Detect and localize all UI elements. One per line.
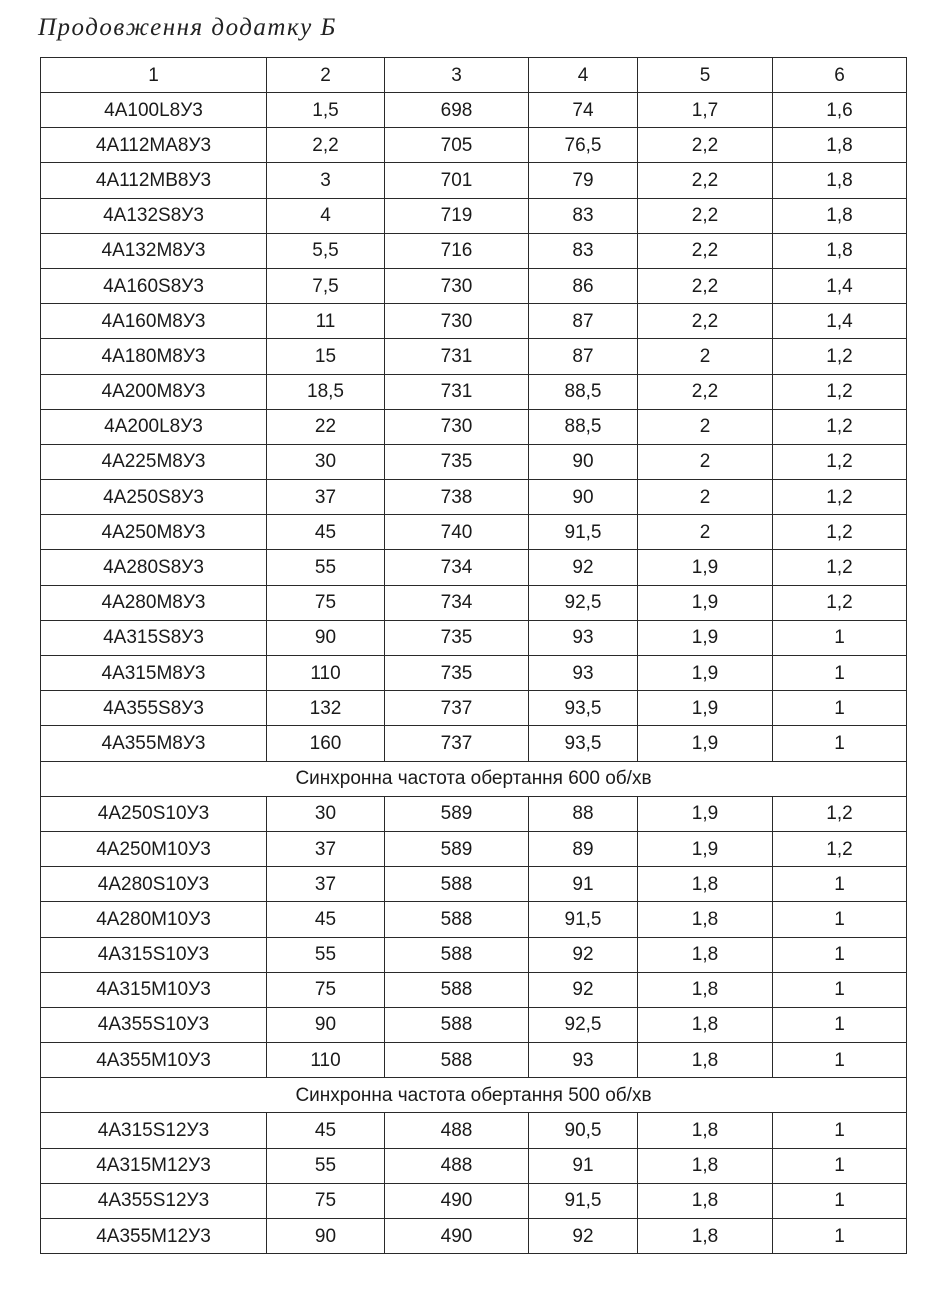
table-cell: 1,9 xyxy=(638,620,773,655)
motor-type-cell: 4A280S8У3 xyxy=(41,550,267,585)
table-cell: 83 xyxy=(529,233,638,268)
table-cell: 730 xyxy=(385,268,529,303)
header-row xyxy=(41,58,907,93)
table-cell: 1,8 xyxy=(638,937,773,972)
table-cell: 731 xyxy=(385,374,529,409)
table-row xyxy=(41,972,907,1007)
table-cell: 588 xyxy=(385,902,529,937)
motor-type-cell: 4A315S12У3 xyxy=(41,1113,267,1148)
table-cell: 90 xyxy=(267,1219,385,1254)
table-cell: 2,2 xyxy=(638,163,773,198)
motor-type-cell: 4A160M8У3 xyxy=(41,304,267,339)
motor-type-cell: 4A280M10У3 xyxy=(41,902,267,937)
table-cell: 1,2 xyxy=(773,409,907,444)
table-cell: 488 xyxy=(385,1113,529,1148)
table-cell: 588 xyxy=(385,937,529,972)
table-cell: 1,2 xyxy=(773,550,907,585)
table-cell: 37 xyxy=(267,480,385,515)
table-cell: 92,5 xyxy=(529,585,638,620)
table-cell: 1,2 xyxy=(773,515,907,550)
table-cell: 1,9 xyxy=(638,831,773,866)
table-cell: 87 xyxy=(529,339,638,374)
table-cell: 45 xyxy=(267,1113,385,1148)
motor-type-cell: 4A315S10У3 xyxy=(41,937,267,972)
table-row xyxy=(41,585,907,620)
table-cell: 90 xyxy=(267,1007,385,1042)
table-cell: 55 xyxy=(267,937,385,972)
motor-type-cell: 4A250M10У3 xyxy=(41,831,267,866)
table-cell: 2 xyxy=(638,444,773,479)
table-row xyxy=(41,691,907,726)
column-header: 5 xyxy=(638,58,773,93)
table-cell: 30 xyxy=(267,796,385,831)
table-cell: 2 xyxy=(638,339,773,374)
table-cell: 1,8 xyxy=(638,1113,773,1148)
table-cell: 719 xyxy=(385,198,529,233)
table-row xyxy=(41,1148,907,1183)
page-caption: Продовження додатку Б xyxy=(38,14,337,41)
table-cell: 734 xyxy=(385,585,529,620)
table-cell: 588 xyxy=(385,972,529,1007)
table-row xyxy=(41,304,907,339)
table-cell: 45 xyxy=(267,902,385,937)
table-cell: 1 xyxy=(773,726,907,761)
table-cell: 1,2 xyxy=(773,374,907,409)
motor-type-cell: 4A250S8У3 xyxy=(41,480,267,515)
table-cell: 2,2 xyxy=(638,198,773,233)
section-heading-row xyxy=(41,1078,907,1113)
table-cell: 91,5 xyxy=(529,515,638,550)
motor-type-cell: 4A250S10У3 xyxy=(41,796,267,831)
table-cell: 1,7 xyxy=(638,93,773,128)
table-cell: 1 xyxy=(773,1219,907,1254)
table-cell: 2,2 xyxy=(638,233,773,268)
table-row xyxy=(41,1043,907,1078)
table-cell: 55 xyxy=(267,550,385,585)
motor-type-cell: 4A315S8У3 xyxy=(41,620,267,655)
table-cell: 83 xyxy=(529,198,638,233)
table-cell: 110 xyxy=(267,1043,385,1078)
table-cell: 1,2 xyxy=(773,831,907,866)
table-cell: 92 xyxy=(529,937,638,972)
table-row xyxy=(41,198,907,233)
motor-type-cell: 4A132M8У3 xyxy=(41,233,267,268)
table-cell: 2,2 xyxy=(638,374,773,409)
table-cell: 588 xyxy=(385,1007,529,1042)
table-cell: 1,9 xyxy=(638,656,773,691)
table-row xyxy=(41,726,907,761)
table-cell: 93 xyxy=(529,656,638,691)
table-cell: 1,2 xyxy=(773,444,907,479)
table-cell: 1 xyxy=(773,937,907,972)
table-cell: 91,5 xyxy=(529,1183,638,1218)
table-cell: 74 xyxy=(529,93,638,128)
motor-spec-table xyxy=(40,57,907,1254)
table-cell: 15 xyxy=(267,339,385,374)
table-cell: 734 xyxy=(385,550,529,585)
table-cell: 588 xyxy=(385,1043,529,1078)
motor-type-cell: 4A280S10У3 xyxy=(41,867,267,902)
table-cell: 1 xyxy=(773,1043,907,1078)
table-cell: 88,5 xyxy=(529,374,638,409)
table-row xyxy=(41,339,907,374)
table-cell: 18,5 xyxy=(267,374,385,409)
table-cell: 110 xyxy=(267,656,385,691)
table-cell: 7,5 xyxy=(267,268,385,303)
column-header: 2 xyxy=(267,58,385,93)
table-cell: 1,6 xyxy=(773,93,907,128)
table-cell: 698 xyxy=(385,93,529,128)
table-row xyxy=(41,233,907,268)
motor-type-cell: 4A112MA8У3 xyxy=(41,128,267,163)
section-heading: Синхронна частота обертання 500 об/хв xyxy=(41,1078,907,1113)
table-cell: 589 xyxy=(385,831,529,866)
table-cell: 705 xyxy=(385,128,529,163)
table-cell: 735 xyxy=(385,444,529,479)
table-cell: 90 xyxy=(529,480,638,515)
table-cell: 11 xyxy=(267,304,385,339)
table-cell: 1,2 xyxy=(773,585,907,620)
table-cell: 2,2 xyxy=(638,128,773,163)
table-cell: 737 xyxy=(385,691,529,726)
motor-type-cell: 4A315M12У3 xyxy=(41,1148,267,1183)
table-cell: 90 xyxy=(529,444,638,479)
table-cell: 1 xyxy=(773,972,907,1007)
table-cell: 1,8 xyxy=(638,1043,773,1078)
table-cell: 4 xyxy=(267,198,385,233)
motor-type-cell: 4A112MB8У3 xyxy=(41,163,267,198)
table-cell: 1,8 xyxy=(638,867,773,902)
table-cell: 1 xyxy=(773,691,907,726)
table-cell: 90 xyxy=(267,620,385,655)
table-cell: 1,5 xyxy=(267,93,385,128)
motor-type-cell: 4A355M12У3 xyxy=(41,1219,267,1254)
motor-type-cell: 4A160S8У3 xyxy=(41,268,267,303)
table-cell: 1 xyxy=(773,1113,907,1148)
table-cell: 45 xyxy=(267,515,385,550)
table-cell: 1,9 xyxy=(638,585,773,620)
table-cell: 1,9 xyxy=(638,550,773,585)
table-cell: 716 xyxy=(385,233,529,268)
table-row xyxy=(41,1183,907,1218)
table-cell: 1 xyxy=(773,620,907,655)
table-cell: 55 xyxy=(267,1148,385,1183)
motor-type-cell: 4A355M10У3 xyxy=(41,1043,267,1078)
table-cell: 730 xyxy=(385,409,529,444)
table-cell: 2 xyxy=(638,515,773,550)
table-cell: 737 xyxy=(385,726,529,761)
table-cell: 92 xyxy=(529,550,638,585)
table-row xyxy=(41,515,907,550)
table-cell: 735 xyxy=(385,656,529,691)
table-cell: 1 xyxy=(773,902,907,937)
table-cell: 1,8 xyxy=(638,1007,773,1042)
motor-type-cell: 4A180M8У3 xyxy=(41,339,267,374)
table-cell: 1,2 xyxy=(773,339,907,374)
table-cell: 490 xyxy=(385,1183,529,1218)
table-cell: 91,5 xyxy=(529,902,638,937)
table-cell: 1 xyxy=(773,656,907,691)
column-header: 4 xyxy=(529,58,638,93)
table-cell: 37 xyxy=(267,867,385,902)
table-row xyxy=(41,409,907,444)
table-row xyxy=(41,550,907,585)
motor-type-cell: 4A100L8У3 xyxy=(41,93,267,128)
motor-type-cell: 4A315M10У3 xyxy=(41,972,267,1007)
table-cell: 3 xyxy=(267,163,385,198)
table-row xyxy=(41,93,907,128)
table-cell: 1,9 xyxy=(638,691,773,726)
table-cell: 738 xyxy=(385,480,529,515)
table-cell: 88,5 xyxy=(529,409,638,444)
table-cell: 1,8 xyxy=(638,1183,773,1218)
table-cell: 1 xyxy=(773,1007,907,1042)
table-cell: 730 xyxy=(385,304,529,339)
table-cell: 1,8 xyxy=(638,1148,773,1183)
table-cell: 93 xyxy=(529,620,638,655)
table-cell: 1,9 xyxy=(638,726,773,761)
table-cell: 87 xyxy=(529,304,638,339)
table-cell: 86 xyxy=(529,268,638,303)
section-heading-row xyxy=(41,761,907,796)
table-cell: 731 xyxy=(385,339,529,374)
table-cell: 93,5 xyxy=(529,726,638,761)
table-cell: 2,2 xyxy=(267,128,385,163)
table-row xyxy=(41,128,907,163)
table-cell: 588 xyxy=(385,867,529,902)
column-header: 1 xyxy=(41,58,267,93)
table-row xyxy=(41,268,907,303)
table-cell: 91 xyxy=(529,1148,638,1183)
table-cell: 76,5 xyxy=(529,128,638,163)
table-row xyxy=(41,1007,907,1042)
table-cell: 1,8 xyxy=(773,163,907,198)
motor-type-cell: 4A315M8У3 xyxy=(41,656,267,691)
table-cell: 1 xyxy=(773,1148,907,1183)
table-row xyxy=(41,656,907,691)
table-cell: 92,5 xyxy=(529,1007,638,1042)
table-body xyxy=(41,58,907,1254)
table-row xyxy=(41,374,907,409)
table-cell: 735 xyxy=(385,620,529,655)
motor-type-cell: 4A280M8У3 xyxy=(41,585,267,620)
table-row xyxy=(41,163,907,198)
table-cell: 75 xyxy=(267,585,385,620)
table-cell: 1,8 xyxy=(773,128,907,163)
column-header: 6 xyxy=(773,58,907,93)
table-cell: 75 xyxy=(267,1183,385,1218)
table-cell: 37 xyxy=(267,831,385,866)
table-cell: 89 xyxy=(529,831,638,866)
table-cell: 701 xyxy=(385,163,529,198)
motor-type-cell: 4A355S8У3 xyxy=(41,691,267,726)
column-header: 3 xyxy=(385,58,529,93)
motor-type-cell: 4A355S10У3 xyxy=(41,1007,267,1042)
table-cell: 90,5 xyxy=(529,1113,638,1148)
section-heading: Синхронна частота обертання 600 об/хв xyxy=(41,761,907,796)
table-cell: 1,8 xyxy=(773,233,907,268)
table-cell: 488 xyxy=(385,1148,529,1183)
table-row xyxy=(41,480,907,515)
table-row xyxy=(41,831,907,866)
table-cell: 75 xyxy=(267,972,385,1007)
table-cell: 1,8 xyxy=(638,972,773,1007)
table-row xyxy=(41,937,907,972)
motor-type-cell: 4A225M8У3 xyxy=(41,444,267,479)
table-cell: 88 xyxy=(529,796,638,831)
table-cell: 2,2 xyxy=(638,304,773,339)
table-row xyxy=(41,902,907,937)
table-cell: 589 xyxy=(385,796,529,831)
table-cell: 5,5 xyxy=(267,233,385,268)
table-row xyxy=(41,620,907,655)
table-row xyxy=(41,867,907,902)
table-cell: 132 xyxy=(267,691,385,726)
motor-type-cell: 4A250M8У3 xyxy=(41,515,267,550)
motor-type-cell: 4A355S12У3 xyxy=(41,1183,267,1218)
motor-type-cell: 4A200M8У3 xyxy=(41,374,267,409)
table-row xyxy=(41,796,907,831)
table-cell: 92 xyxy=(529,972,638,1007)
table-row xyxy=(41,444,907,479)
table-cell: 93,5 xyxy=(529,691,638,726)
table-cell: 1 xyxy=(773,1183,907,1218)
table-cell: 1,4 xyxy=(773,268,907,303)
table-cell: 1,4 xyxy=(773,304,907,339)
table-cell: 2,2 xyxy=(638,268,773,303)
table-cell: 91 xyxy=(529,867,638,902)
table-cell: 1,8 xyxy=(638,1219,773,1254)
table-cell: 490 xyxy=(385,1219,529,1254)
table-row xyxy=(41,1113,907,1148)
table-cell: 1,8 xyxy=(773,198,907,233)
table-cell: 2 xyxy=(638,409,773,444)
table-cell: 1,8 xyxy=(638,902,773,937)
table-cell: 1,9 xyxy=(638,796,773,831)
motor-type-cell: 4A200L8У3 xyxy=(41,409,267,444)
table-cell: 79 xyxy=(529,163,638,198)
table-cell: 30 xyxy=(267,444,385,479)
table-cell: 93 xyxy=(529,1043,638,1078)
table-cell: 1 xyxy=(773,867,907,902)
table-cell: 2 xyxy=(638,480,773,515)
table-cell: 1,2 xyxy=(773,796,907,831)
table-row xyxy=(41,1219,907,1254)
table-cell: 160 xyxy=(267,726,385,761)
table-cell: 740 xyxy=(385,515,529,550)
table-cell: 92 xyxy=(529,1219,638,1254)
table-cell: 22 xyxy=(267,409,385,444)
table-cell: 1,2 xyxy=(773,480,907,515)
motor-type-cell: 4A355M8У3 xyxy=(41,726,267,761)
motor-type-cell: 4A132S8У3 xyxy=(41,198,267,233)
